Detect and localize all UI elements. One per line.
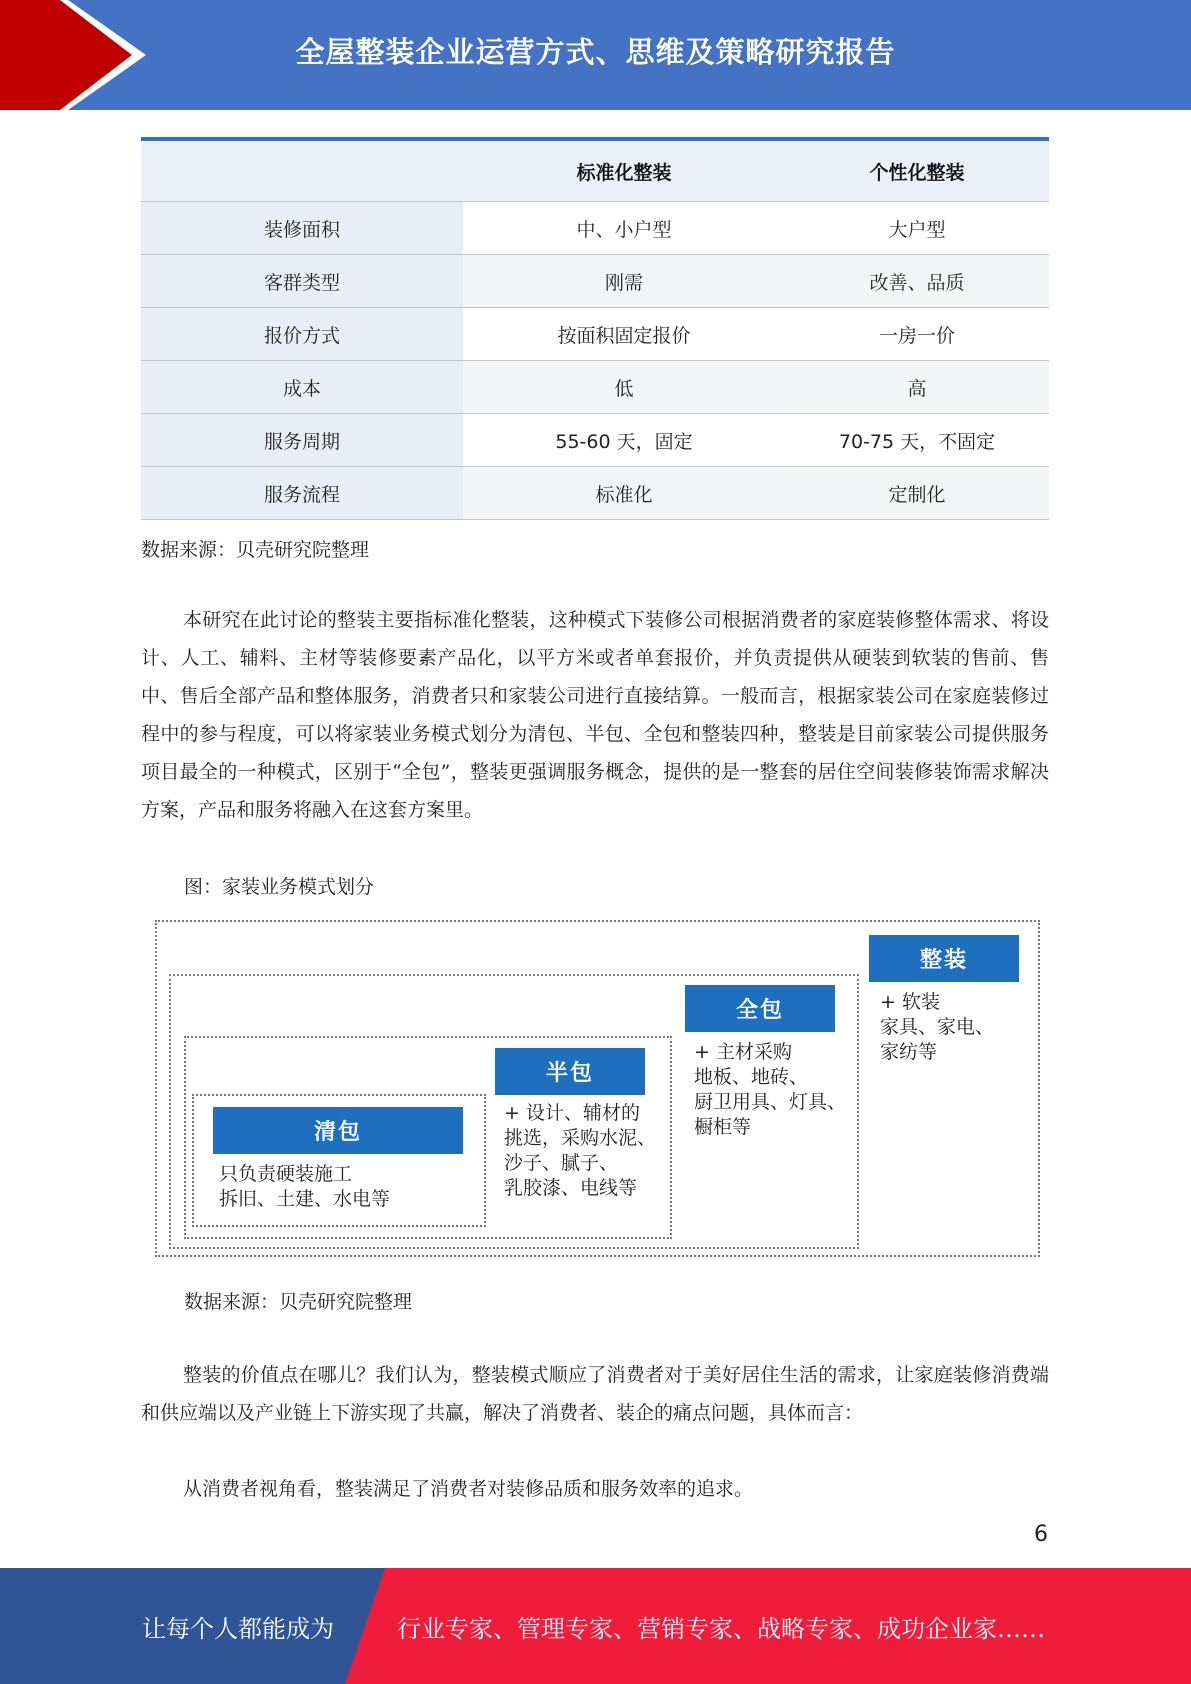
figure-caption: 图：家装业务模式划分 [184, 876, 375, 898]
table-cell: 按面积固定报价 [463, 308, 785, 361]
row-label: 装修面积 [141, 202, 463, 255]
footer-slogan-left: 让每个人都能成为 [142, 1614, 334, 1643]
row-label: 服务周期 [141, 414, 463, 467]
column-header: 标准化整装 [463, 139, 785, 202]
table-row [141, 308, 1049, 361]
table-cell: 标准化 [463, 467, 785, 520]
data-source-note: 数据来源：贝壳研究院整理 [141, 539, 370, 561]
table-row [141, 361, 1049, 414]
table-row [141, 255, 1049, 308]
tag-quanbao: 全包 [685, 985, 835, 1032]
page-header [0, 0, 1191, 110]
red-chevron-icon [0, 0, 150, 110]
comparison-table [141, 137, 1049, 520]
footer-slogan-right: 行业专家、管理专家、营销专家、战略专家、成功企业家…… [397, 1614, 1045, 1643]
desc-qingbao: 只负责硬装施工 拆旧、土建、水电等 [219, 1163, 391, 1210]
data-source-note: 数据来源：贝壳研究院整理 [184, 1291, 413, 1313]
body-paragraph: 本研究在此讨论的整装主要指标准化整装，这种模式下装修公司根据消费者的家庭装修整体需求、将设计、人工、辅料、主材等装修要素产品化，以平方米或者单套报价，并负责提供从硬装到软装的售前、售中、售后全部产品和整体服务，消费者只和家装公司进行直接结算。一般而言，根据家装公司在家庭装修过程中的参与程度，可以将家装业务模式划分为清包、半包、全包和整装四种，整装是目前家装公司提供服务项目最全的一种模式，区别于“全包”，整装更强调服务概念，提供的是一整套的居住空间装修装饰需求解决方案，产品和服务将融入在这套方案里。 [141, 609, 1049, 821]
tag-qingbao: 清包 [213, 1107, 463, 1154]
table-row [141, 414, 1049, 467]
table-cell: 定制化 [785, 467, 1049, 520]
desc-banbao: + 设计、辅材的 挑选，采购水泥、 沙子、腻子、 乳胶漆、电线等 [504, 1102, 657, 1199]
tag-banbao: 半包 [495, 1048, 645, 1095]
table-cell: 大户型 [785, 202, 1049, 255]
table-cell: 高 [785, 361, 1049, 414]
row-label: 成本 [141, 361, 463, 414]
column-header [141, 139, 463, 202]
table-cell: 70-75 天，不固定 [785, 414, 1049, 467]
table-cell: 55-60 天，固定 [463, 414, 785, 467]
body-paragraph: 整装的价值点在哪儿？我们认为，整装模式顺应了消费者对于美好居住生活的需求，让家庭装修消费端和供应端以及产业链上下游实现了共赢，解决了消费者、装企的痛点问题，具体而言： [141, 1364, 1049, 1424]
row-label: 客群类型 [141, 255, 463, 308]
row-label: 服务流程 [141, 467, 463, 520]
table-row [141, 202, 1049, 255]
desc-quanbao: + 主材采购 地板、地砖、 厨卫用具、灯具、 橱柜等 [694, 1041, 847, 1138]
page-footer [0, 1568, 1191, 1684]
report-title: 全屋整装企业运营方式、思维及策略研究报告 [295, 34, 896, 69]
tag-zhengzhuang: 整装 [869, 935, 1019, 982]
table-cell: 一房一价 [785, 308, 1049, 361]
body-paragraph: 从消费者视角看，整装满足了消费者对装修品质和服务效率的追求。 [183, 1478, 754, 1500]
column-header: 个性化整装 [785, 139, 1049, 202]
table-header-row [141, 139, 1049, 202]
table-cell: 改善、品质 [785, 255, 1049, 308]
table-cell: 刚需 [463, 255, 785, 308]
table-row [141, 467, 1049, 520]
page-number: 6 [1034, 1522, 1048, 1547]
row-label: 报价方式 [141, 308, 463, 361]
desc-zhengzhuang: + 软装 家具、家电、 家纺等 [880, 991, 995, 1063]
table-cell: 低 [463, 361, 785, 414]
table-cell: 中、小户型 [463, 202, 785, 255]
